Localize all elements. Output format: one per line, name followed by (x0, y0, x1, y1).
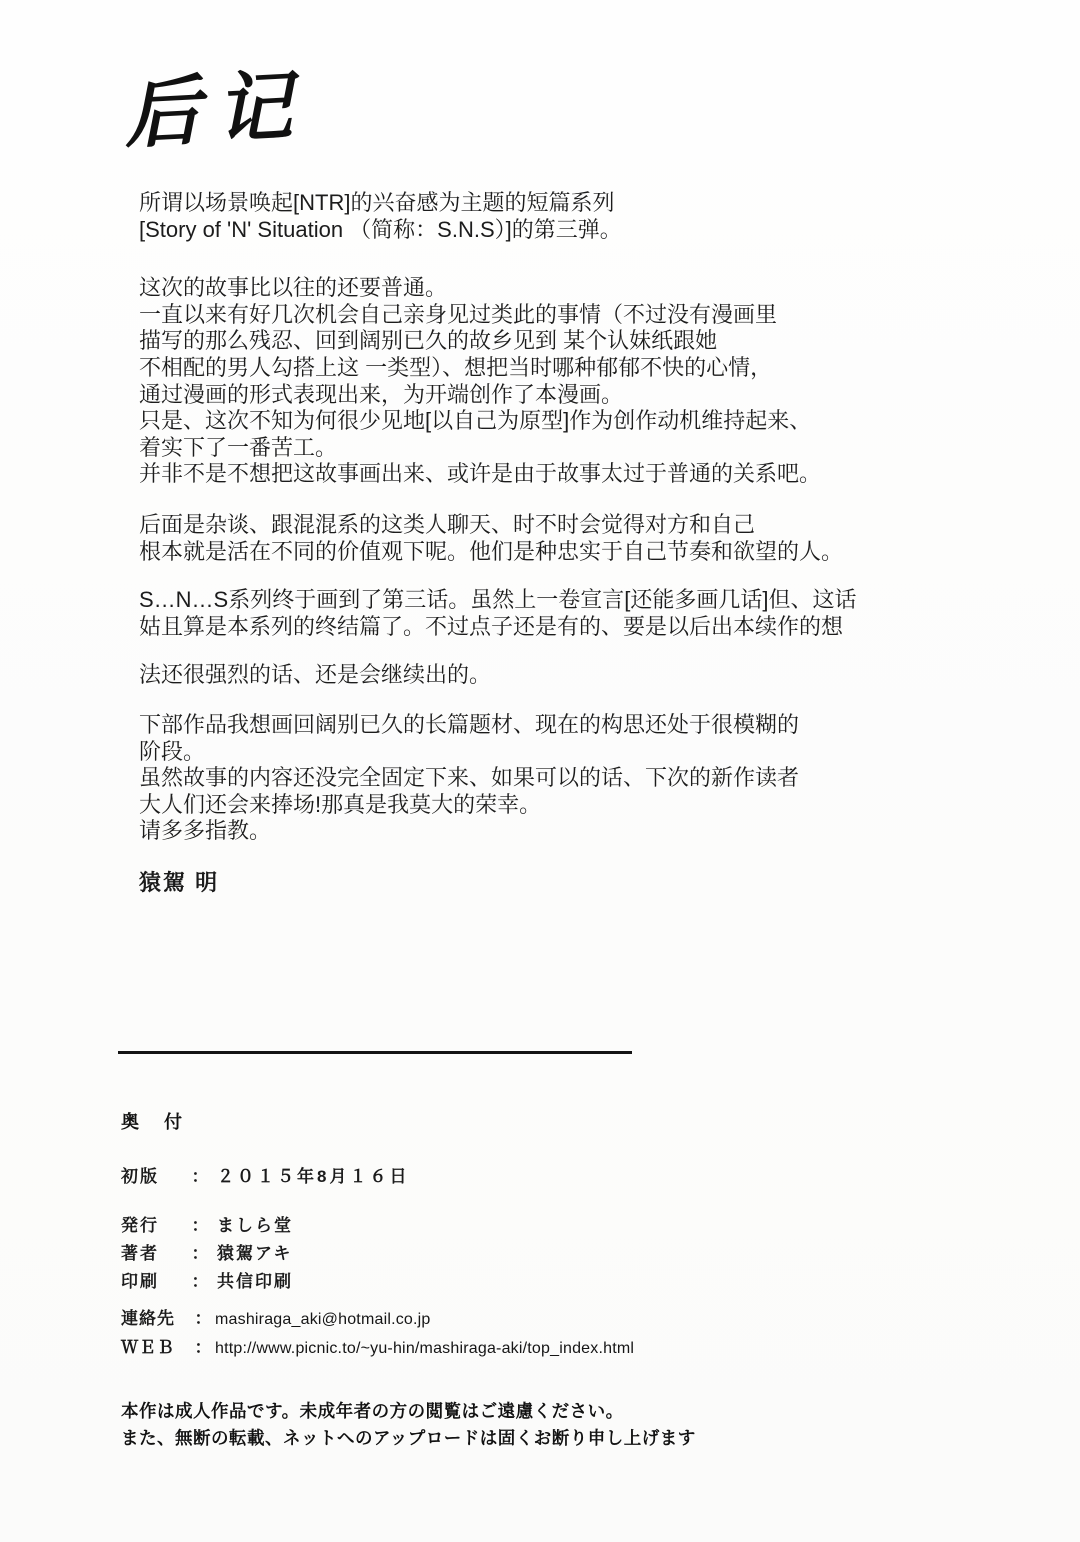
notice-line: また、無断の転載、ネットへのアップロードは固くお断り申し上げます (121, 1428, 696, 1448)
afterword-line: 并非不是不想把这故事画出来、或许是由于故事太过于普通的关系吧。 (139, 461, 822, 487)
colophon-row-printer (121, 1267, 961, 1292)
contact-url: http://www.picnic.to/~yu-hin/mashiraga-aki/top_index.html (215, 1340, 635, 1357)
afterword-line: 不相配的男人勾搭上这 一类型）、想把当时哪种郁郁不快的心情， (139, 354, 773, 380)
colophon (121, 1108, 961, 1452)
colophon-label: 印刷 (121, 1272, 159, 1291)
adult-content-notice (121, 1398, 961, 1452)
colophon-label: 初版 (121, 1167, 159, 1186)
contact-row-web (121, 1333, 961, 1358)
afterword-paragraph (139, 587, 1019, 640)
colophon-row-first-edition (121, 1162, 961, 1187)
afterword-line: 法还很强烈的话、还是会继续出的。 (139, 662, 492, 688)
contact-separator: ： (194, 1338, 212, 1357)
afterword-paragraph (139, 662, 1019, 689)
afterword-paragraph (139, 512, 1019, 565)
afterword-line: 虽然故事的内容还没完全固定下来、如果可以的话、下次的新作读者 (139, 765, 800, 791)
afterword-line: 描写的那么残忍、回到阔别已久的故乡见到 某个认妹纸跟她 (139, 328, 718, 354)
afterword-line: 所谓以场景唤起[NTR]的兴奋感为主题的短篇系列 (139, 190, 615, 215)
afterword-body (139, 190, 1019, 873)
contact-row-email (121, 1304, 961, 1329)
colophon-separator: ： (191, 1216, 209, 1235)
afterword-line: 只是、这次不知为何很少见地[以自己为原型]作为创作动机维持起来、 (139, 408, 812, 434)
afterword-line: 请多多指教。 (139, 818, 272, 844)
contact-separator: ： (194, 1309, 212, 1328)
afterword-line: 姑且算是本系列的终结篇了。不过点子还是有的、要是以后出本续作的想 (139, 613, 844, 639)
afterword-paragraph (139, 190, 1019, 243)
colophon-separator: ： (191, 1244, 209, 1263)
colophon-label: 著者 (121, 1244, 159, 1263)
contact-email: mashiraga_aki@hotmail.co.jp (215, 1311, 431, 1328)
colophon-separator: ： (191, 1167, 209, 1186)
contact-block (121, 1304, 961, 1358)
afterword-line: 通过漫画的形式表现出来，为开端创作了本漫画。 (139, 381, 624, 407)
colophon-heading: 奥 付 (121, 1112, 193, 1132)
colophon-value: ましら堂 (217, 1216, 293, 1235)
colophon-value: 猿駕アキ (217, 1244, 293, 1263)
contact-label: ＷＥＢ (121, 1338, 175, 1357)
notice-line: 本作は成人作品です。未成年者の方の閲覧はご遠慮ください。 (121, 1401, 624, 1421)
contact-label: 連絡先 (121, 1309, 175, 1328)
author-signature: 猿駕 明 (139, 870, 220, 895)
afterword-line: 着实下了一番苦工。 (139, 434, 338, 460)
colophon-row-author (121, 1239, 961, 1264)
afterword-line: S…N…S系列终于画到了第三话。虽然上一卷宣言[还能多画几话]但、这话 (139, 587, 857, 613)
afterword-line: 阶段。 (139, 738, 206, 764)
afterword-line: 后面是杂谈、跟混混系的这类人聊天、时不时会觉得对方和自己 (139, 511, 756, 537)
colophon-value: 共信印刷 (217, 1272, 293, 1291)
afterword-paragraph (139, 712, 1019, 845)
afterword-line: 大人们还会来捧场!那真是我莫大的荣幸。 (139, 791, 542, 817)
afterword-line: 这次的故事比以往的还要普通。 (139, 275, 448, 301)
page-title: 后记 (121, 60, 311, 159)
afterword-line: 根本就是活在不同的价值观下呢。他们是种忠实于自己节奏和欲望的人。 (139, 538, 844, 564)
colophon-row-publisher (121, 1211, 961, 1236)
afterword-line: 下部作品我想画回阔别已久的长篇题材、现在的构思还处于很模糊的 (139, 711, 800, 737)
colophon-separator: ： (191, 1272, 209, 1291)
afterword-paragraph (139, 275, 1019, 488)
divider-line (118, 1051, 632, 1054)
afterword-line: 一直以来有好几次机会自己亲身见过类此的事情（不过没有漫画里 (139, 301, 778, 327)
colophon-value: ２０１５年8月１６日 (217, 1167, 410, 1186)
colophon-label: 発行 (121, 1216, 159, 1235)
afterword-line: [Story of 'N' Situation （简称：S.N.S）]的第三弹。 (139, 216, 622, 242)
